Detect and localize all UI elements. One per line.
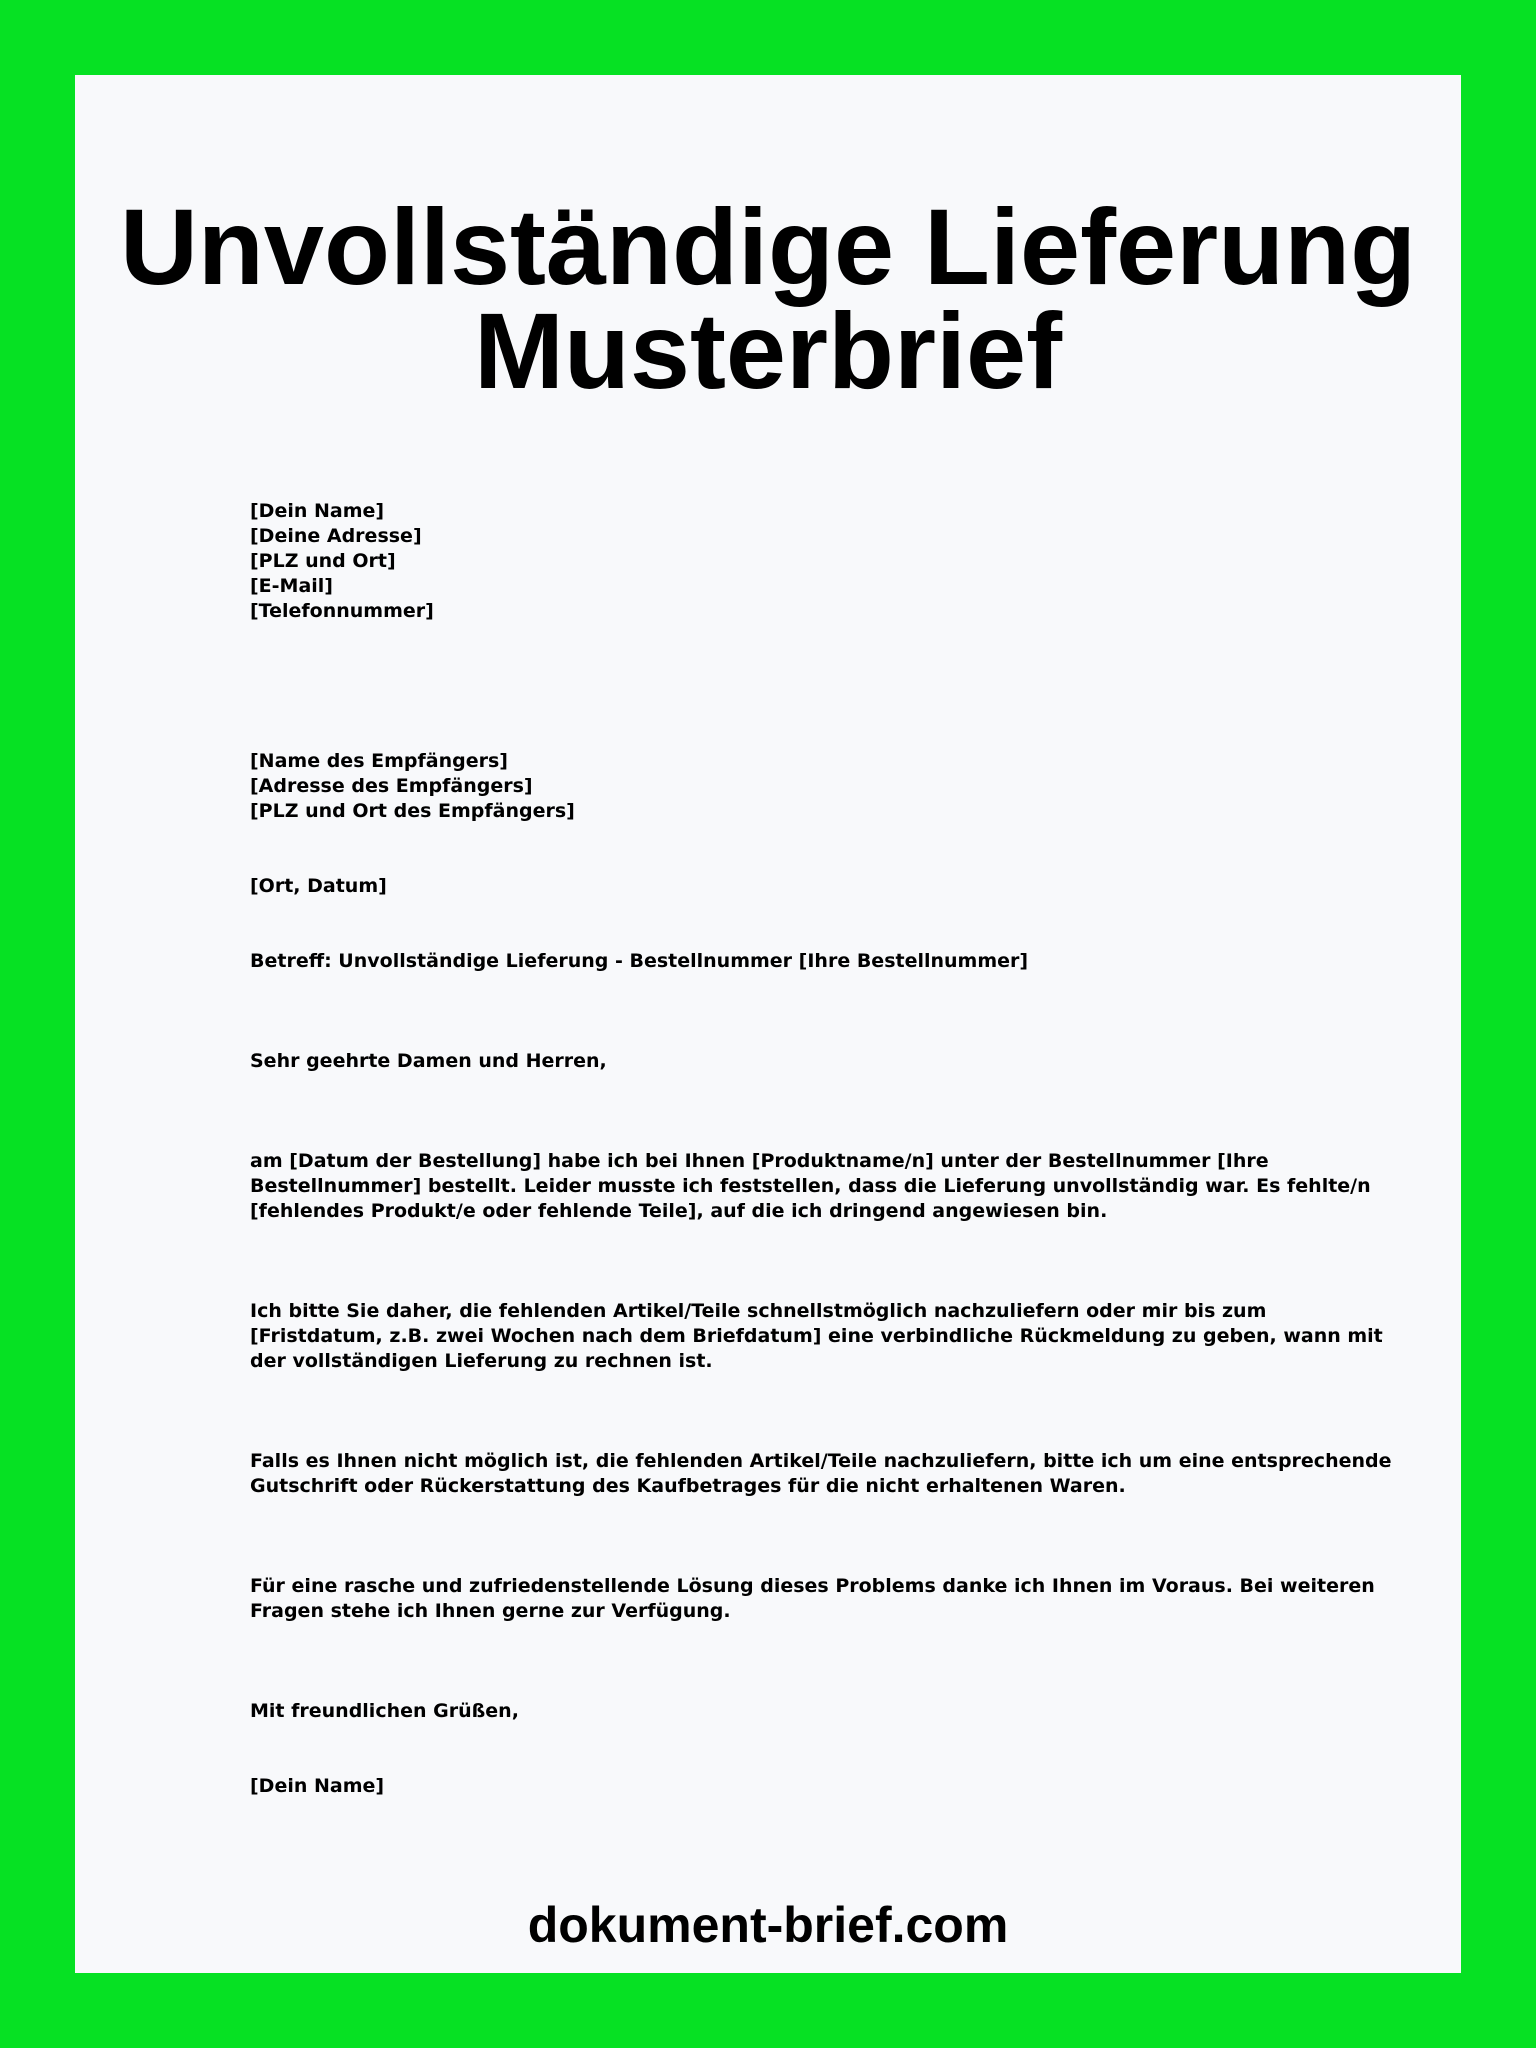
salutation-text: Sehr geehrte Damen und Herren,	[250, 1050, 607, 1072]
sender-email: [E-Mail]	[250, 575, 333, 597]
paragraph-2-line-1: Ich bitte Sie daher, die fehlenden Artikel/Teile schnellstmöglich nachzuliefern oder mir bis zum	[250, 1300, 1267, 1322]
paragraph-4	[250, 1574, 1375, 1624]
paragraph-4-line-2: Fragen stehe ich Ihnen gerne zur Verfügung.	[250, 1600, 731, 1622]
place-date	[250, 874, 1310, 899]
place-date-text: [Ort, Datum]	[250, 875, 387, 897]
site-footer: dokument-brief.com	[527, 1897, 1009, 1953]
paragraph-2	[250, 1299, 1383, 1374]
paragraph-1-line-2: Bestellnummer] bestellt. Leider musste ich feststellen, dass die Lieferung unvollständig war. Es fehlte/n	[250, 1175, 1371, 1197]
title-line-1: Unvollständige Lieferung	[119, 186, 1417, 307]
sender-phone: [Telefonnummer]	[250, 600, 434, 622]
paragraph-3	[250, 1449, 1392, 1499]
sender-name: [Dein Name]	[250, 500, 385, 522]
closing-text: Mit freundlichen Grüßen,	[250, 1700, 519, 1722]
sender-address	[250, 499, 1310, 624]
recipient-street: [Adresse des Empfängers]	[250, 775, 533, 797]
paragraph-1-line-1: am [Datum der Bestellung] habe ich bei Ihnen [Produktname/n] unter der Bestellnummer [Ihre	[250, 1150, 1269, 1172]
paragraph-1-line-3: [fehlendes Produkt/e oder fehlende Teile], auf die ich dringend angewiesen bin.	[250, 1200, 1108, 1222]
paragraph-1	[250, 1149, 1371, 1224]
salutation	[250, 1049, 1310, 1074]
sender-street: [Deine Adresse]	[250, 525, 422, 547]
signature	[250, 1774, 1310, 1799]
letter-paper	[75, 75, 1461, 1973]
paragraph-2-line-2: [Fristdatum, z.B. zwei Wochen nach dem Briefdatum] eine verbindliche Rückmeldung zu geben, wann mit	[250, 1325, 1383, 1347]
signature-text: [Dein Name]	[250, 1775, 385, 1797]
paragraph-3-line-1: Falls es Ihnen nicht möglich ist, die fehlenden Artikel/Teile nachzuliefern, bitte ich um eine entsprechende	[250, 1450, 1392, 1472]
closing	[250, 1699, 1310, 1724]
subject-line	[250, 949, 1310, 974]
recipient-address	[250, 749, 1310, 824]
sender-city: [PLZ und Ort]	[250, 550, 396, 572]
paragraph-3-line-2: Gutschrift oder Rückerstattung des Kaufbetrages für die nicht erhaltenen Waren.	[250, 1475, 1126, 1497]
page-title	[75, 186, 1461, 411]
recipient-city: [PLZ und Ort des Empfängers]	[250, 800, 575, 822]
title-line-2: Musterbrief	[473, 290, 1063, 411]
paragraph-4-line-1: Für eine rasche und zufriedenstellende Lösung dieses Problems danke ich Ihnen im Voraus. Bei weiteren	[250, 1575, 1375, 1597]
subject-text: Betreff: Unvollständige Lieferung - Bestellnummer [Ihre Bestellnummer]	[250, 950, 1029, 972]
paragraph-2-line-3: der vollständigen Lieferung zu rechnen ist.	[250, 1350, 713, 1372]
recipient-name: [Name des Empfängers]	[250, 750, 508, 772]
